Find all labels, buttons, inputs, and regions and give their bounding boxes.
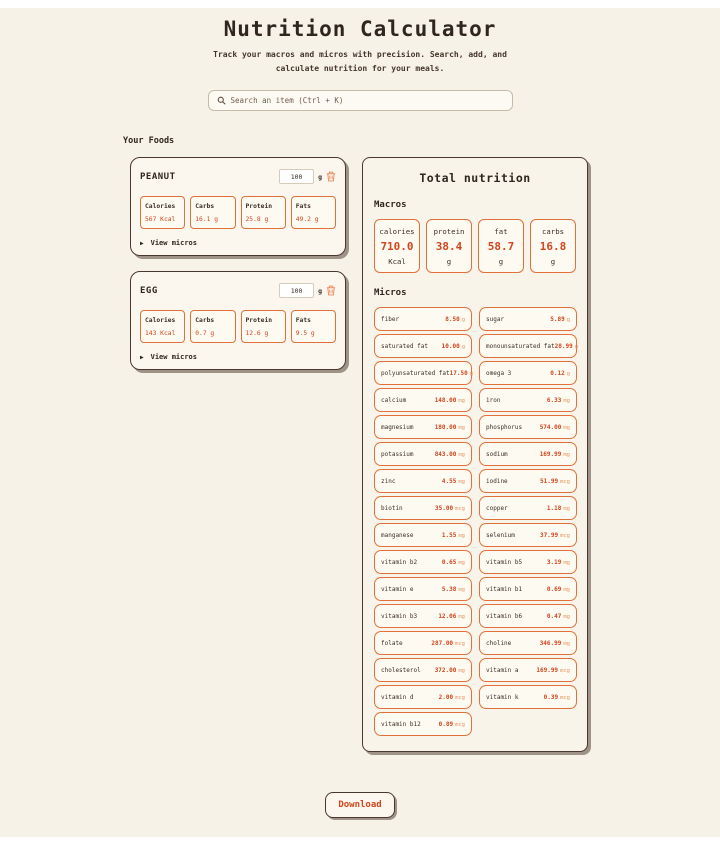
search-input[interactable] [231, 96, 504, 105]
micro-value: 28.99 [554, 342, 573, 350]
food-macro-value: 567 Kcal [145, 216, 176, 224]
micro-unit: mg [563, 640, 570, 647]
micro-value-wrap [540, 532, 570, 539]
micro-value: 843.00 [434, 450, 457, 458]
micro-label: vitamin b1 [486, 585, 523, 593]
micro-value-wrap [555, 343, 578, 350]
total-macro-value: 58.7 [487, 240, 515, 254]
micro-row [374, 631, 472, 655]
micro-value: 2.00 [438, 693, 454, 701]
micro-value-wrap [435, 397, 465, 404]
food-macro-box [291, 196, 336, 229]
quantity-unit: g [318, 172, 322, 181]
micro-row [374, 388, 472, 412]
micro-unit: mcg [455, 640, 465, 647]
total-nutrition-panel [362, 157, 588, 752]
micro-value: 169.99 [536, 666, 559, 674]
chevron-right-icon: ▶ [140, 239, 144, 247]
micro-value: 6.33 [546, 396, 562, 404]
micros-grid [374, 307, 579, 736]
micro-unit: mg [458, 559, 465, 566]
micro-value-wrap [445, 316, 465, 323]
micro-row [479, 577, 577, 601]
micro-value-wrap [442, 343, 465, 350]
micro-value-wrap [442, 559, 465, 566]
micro-unit: mg [563, 424, 570, 431]
micro-label: vitamin b2 [381, 558, 418, 566]
micro-label: vitamin a [486, 666, 519, 674]
micro-label: magnesium [381, 423, 414, 431]
micro-label: biotin [381, 504, 403, 512]
micro-label: polyunsaturated fat [381, 369, 450, 377]
food-macro-value: 9.5 g [295, 330, 315, 338]
food-macro-label: Fats [295, 317, 311, 325]
food-macro-value: 49.2 g [295, 216, 319, 224]
micro-value: 4.55 [441, 477, 457, 485]
total-macro-box [530, 219, 576, 273]
food-macro-value: 0.7 g [195, 330, 215, 338]
food-macro-label: Fats [295, 203, 311, 211]
search-icon [217, 96, 226, 105]
micro-row [479, 334, 577, 358]
micro-value: 372.00 [434, 666, 457, 674]
page-subtitle: Track your macros and micros with precision. Search, add, and calculate nutrition for your meals. [213, 50, 507, 73]
page [0, 8, 720, 837]
micros-section-label: Micros [374, 288, 407, 299]
food-macro-label: Protein [245, 317, 273, 325]
total-macro-label: calories [379, 227, 415, 237]
page-title: Nutrition Calculator [223, 17, 497, 41]
micro-row [479, 415, 577, 439]
food-macro-value: 25.8 g [245, 216, 269, 224]
macros-section-label: Macros [374, 200, 407, 211]
micro-unit: mg [563, 505, 570, 512]
micro-row [374, 523, 472, 547]
micro-label: fiber [381, 315, 400, 323]
micro-row [374, 550, 472, 574]
food-macro-box [140, 310, 185, 343]
micro-label: iron [486, 396, 501, 404]
micro-label: manganese [381, 531, 414, 539]
food-card-header [140, 169, 336, 184]
micro-value: 5.38 [441, 585, 457, 593]
micro-value: 3.19 [546, 558, 562, 566]
micro-label: vitamin k [486, 693, 519, 701]
micro-row [374, 712, 472, 736]
view-micros-toggle[interactable] [140, 353, 197, 361]
micro-label: saturated fat [381, 342, 428, 350]
micro-value-wrap [435, 451, 465, 458]
micro-value-wrap [540, 478, 570, 485]
micro-value: 35.00 [435, 504, 454, 512]
micro-row [479, 469, 577, 493]
micro-value: 0.65 [441, 558, 457, 566]
micro-value-wrap [540, 451, 570, 458]
delete-food-button[interactable] [326, 171, 336, 182]
chevron-right-icon: ▶ [140, 353, 144, 361]
total-macro-box [426, 219, 472, 273]
micro-value: 8.50 [445, 315, 460, 323]
micro-value: 180.00 [434, 423, 457, 431]
micro-unit: g [566, 316, 570, 323]
food-macros [140, 310, 336, 343]
total-macro-unit: g [498, 257, 504, 267]
micro-unit: mg [458, 613, 465, 620]
quantity-input[interactable] [279, 283, 314, 298]
micro-value-wrap [547, 613, 570, 620]
micros-right-column [479, 307, 577, 736]
micro-row [374, 415, 472, 439]
micro-label: phosphorus [486, 423, 523, 431]
micro-value: 574.00 [539, 423, 562, 431]
micros-left-column [374, 307, 472, 736]
micro-label: omega 3 [486, 369, 512, 377]
micro-label: vitamin e [381, 585, 414, 593]
total-macro-unit: g [550, 257, 556, 267]
micro-row [479, 496, 577, 520]
food-name: EGG [140, 285, 158, 296]
micro-value-wrap [547, 586, 570, 593]
download-section [0, 792, 720, 818]
micro-row [374, 334, 472, 358]
micro-label: vitamin b5 [486, 558, 523, 566]
micro-value-wrap [547, 505, 570, 512]
micro-row [374, 307, 472, 331]
micro-unit: mg [458, 397, 465, 404]
micro-value: 1.18 [546, 504, 562, 512]
micro-value: 37.99 [540, 531, 559, 539]
food-macro-label: Carbs [195, 317, 215, 325]
foods-list [130, 157, 346, 370]
micro-value-wrap [450, 370, 473, 377]
micro-row [479, 388, 577, 412]
micro-label: choline [486, 639, 512, 647]
micro-label: sugar [486, 315, 505, 323]
micro-value: 17.50 [449, 369, 468, 377]
trash-icon [326, 171, 336, 182]
food-macro-box [190, 196, 235, 229]
food-macros [140, 196, 336, 229]
micro-unit: g [574, 343, 579, 350]
micro-value: 0.47 [546, 612, 562, 620]
micro-label: folate [381, 639, 403, 647]
micro-value-wrap [435, 667, 465, 674]
download-button[interactable]: Download [325, 792, 394, 818]
micro-unit: mcg [560, 532, 570, 539]
total-macro-unit: g [446, 257, 452, 267]
micro-unit: mg [458, 478, 465, 485]
micro-unit: g [469, 370, 474, 377]
food-macro-value: 16.1 g [195, 216, 218, 224]
total-macro-box [374, 219, 420, 273]
micro-label: vitamin b3 [381, 612, 418, 620]
quantity-controls [279, 283, 336, 298]
search-bar[interactable] [208, 90, 513, 111]
food-macro-box [190, 310, 235, 343]
micro-label: calcium [381, 396, 407, 404]
food-macro-label: Carbs [195, 203, 215, 211]
micro-value-wrap [439, 721, 465, 728]
micro-row [374, 604, 472, 628]
micro-value-wrap [550, 370, 570, 377]
food-card-header [140, 283, 336, 298]
micro-row [479, 604, 577, 628]
view-micros-label: View micros [150, 239, 197, 248]
micro-row [479, 685, 577, 709]
micro-row [374, 361, 472, 385]
micro-value-wrap [544, 694, 570, 701]
micro-unit: mg [458, 424, 465, 431]
micro-row [479, 442, 577, 466]
micro-label: selenium [486, 531, 515, 539]
micro-value: 169.99 [539, 450, 562, 458]
micro-value-wrap [536, 667, 570, 674]
total-macro-value: 38.4 [435, 240, 463, 254]
micro-unit: mg [563, 559, 570, 566]
food-macro-label: Calories [145, 317, 176, 325]
micro-row [479, 361, 577, 385]
food-macro-box [241, 196, 286, 229]
total-macro-label: carbs [542, 227, 564, 237]
micro-value-wrap [550, 316, 570, 323]
main-columns [130, 157, 720, 752]
total-macro-box [478, 219, 524, 273]
micro-label: cholesterol [381, 666, 421, 674]
view-micros-toggle[interactable] [140, 239, 197, 247]
your-foods-label: Your Foods [123, 136, 175, 147]
micro-unit: mcg [455, 694, 465, 701]
total-macro-label: protein [433, 227, 465, 237]
micro-value-wrap [547, 559, 570, 566]
quantity-controls [279, 169, 336, 184]
micro-value-wrap [435, 505, 465, 512]
quantity-input[interactable] [279, 169, 314, 184]
micro-value: 287.00 [431, 639, 454, 647]
micro-label: zinc [381, 477, 396, 485]
food-macro-label: Protein [245, 203, 273, 211]
micro-unit: mg [458, 532, 465, 539]
micro-value-wrap [435, 424, 465, 431]
micro-value-wrap [439, 694, 465, 701]
micro-label: vitamin b12 [381, 720, 421, 728]
micro-unit: mg [563, 451, 570, 458]
delete-food-button[interactable] [326, 285, 336, 296]
micro-value-wrap [438, 613, 465, 620]
food-macro-label: Calories [145, 203, 176, 211]
micro-unit: mcg [560, 694, 570, 701]
micro-value: 346.99 [539, 639, 562, 647]
micro-value: 0.89 [438, 720, 454, 728]
micro-row [374, 658, 472, 682]
total-macro-label: fat [494, 227, 508, 237]
micro-unit: g [566, 370, 570, 377]
micro-value: 10.00 [441, 342, 460, 350]
micro-label: vitamin d [381, 693, 414, 701]
micro-value: 5.89 [550, 315, 565, 323]
quantity-unit: g [318, 286, 322, 295]
micro-value: 1.55 [441, 531, 457, 539]
micro-value-wrap [442, 478, 465, 485]
trash-icon [326, 285, 336, 296]
micro-unit: mcg [560, 667, 570, 674]
food-macro-box [140, 196, 185, 229]
micro-row [374, 442, 472, 466]
food-macro-box [291, 310, 336, 343]
micro-value: 0.12 [550, 369, 565, 377]
micro-label: monounsaturated fat [486, 342, 555, 350]
food-macro-box [241, 310, 286, 343]
micro-value-wrap [442, 586, 465, 593]
micro-row [374, 685, 472, 709]
total-macro-value: 710.0 [380, 240, 414, 254]
micro-value-wrap [540, 424, 570, 431]
micro-label: iodine [486, 477, 508, 485]
micro-row [374, 469, 472, 493]
micro-row [479, 631, 577, 655]
food-name: PEANUT [140, 171, 176, 182]
micro-label: vitamin b6 [486, 612, 523, 620]
micro-label: potassium [381, 450, 414, 458]
micro-value-wrap [547, 397, 570, 404]
micro-value: 148.00 [434, 396, 457, 404]
micro-value-wrap [540, 640, 570, 647]
micro-label: sodium [486, 450, 508, 458]
micro-value: 0.69 [546, 585, 562, 593]
food-card [130, 157, 346, 256]
total-macros [374, 219, 576, 273]
food-macro-value: 143 Kcal [145, 330, 176, 338]
micro-value-wrap [442, 532, 465, 539]
micro-value-wrap [431, 640, 465, 647]
micro-unit: mcg [455, 721, 465, 728]
total-macro-value: 16.8 [539, 240, 567, 254]
food-macro-value: 12.6 g [245, 330, 269, 338]
micro-row [479, 658, 577, 682]
micro-unit: mg [458, 451, 465, 458]
micro-row [479, 307, 577, 331]
micro-value: 12.06 [438, 612, 457, 620]
micro-unit: g [461, 316, 465, 323]
micro-row [479, 550, 577, 574]
micro-unit: mcg [455, 505, 465, 512]
view-micros-label: View micros [150, 353, 197, 362]
micro-unit: g [461, 343, 465, 350]
micro-label: copper [486, 504, 508, 512]
micro-row [374, 496, 472, 520]
micro-unit: mg [563, 613, 570, 620]
micro-value: 0.39 [543, 693, 559, 701]
micro-value: 51.99 [540, 477, 559, 485]
total-nutrition-title: Total nutrition [419, 171, 531, 186]
micro-row [374, 577, 472, 601]
micro-unit: mg [458, 586, 465, 593]
micro-unit: mg [458, 667, 465, 674]
micro-row [479, 523, 577, 547]
total-macro-unit: Kcal [388, 257, 406, 267]
micro-unit: mg [563, 586, 570, 593]
micro-unit: mcg [560, 478, 570, 485]
micro-unit: mg [563, 397, 570, 404]
food-card [130, 271, 346, 370]
